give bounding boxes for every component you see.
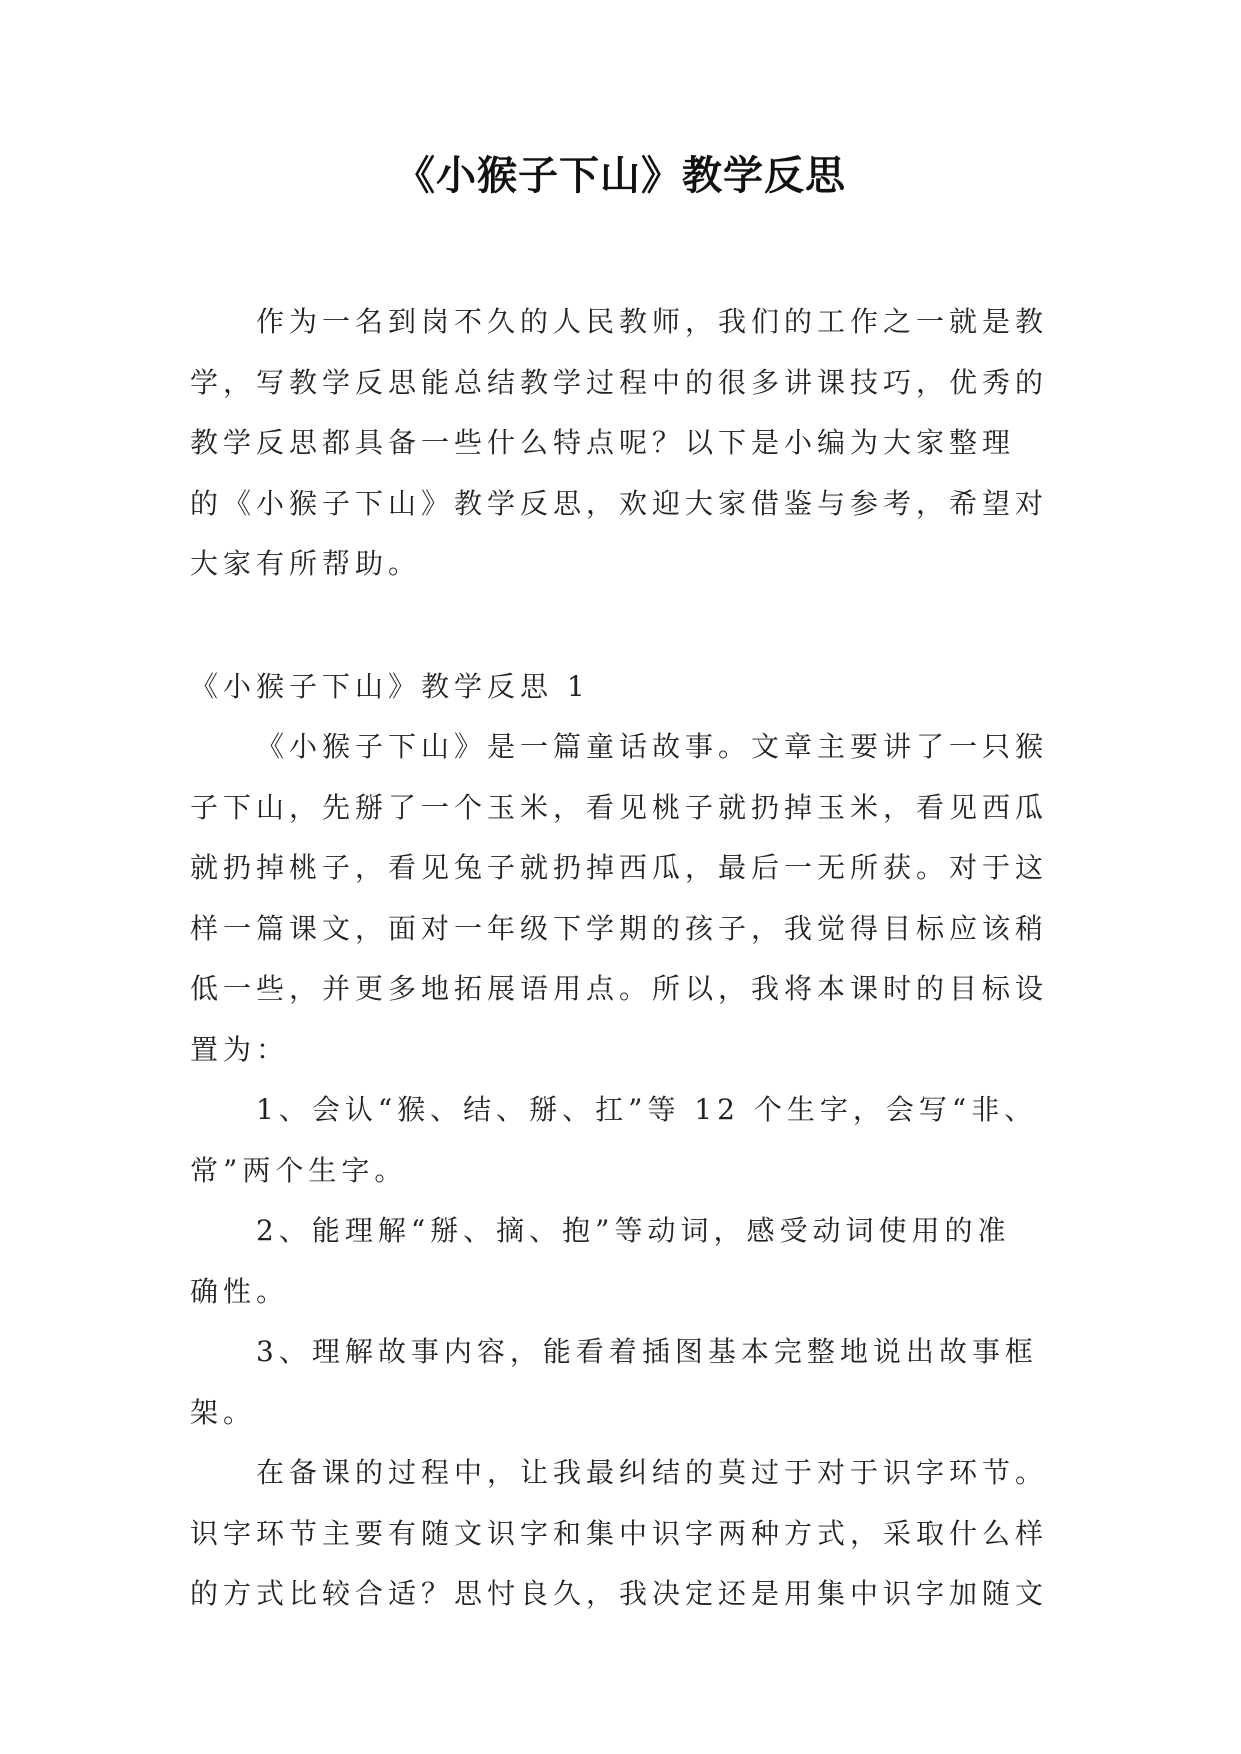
intro-line: 作为一名到岗不久的人民教师，我们的工作之一就是教 — [256, 305, 1049, 338]
intro-line: 的《小猴子下山》教学反思，欢迎大家借鉴与参考，希望对 — [190, 486, 1049, 520]
intro-line: 学，写教学反思能总结教学过程中的很多讲课技巧，优秀的 — [190, 365, 1049, 399]
paragraph-line: 的方式比较合适？思忖良久，我决定还是用集中识字加随文 — [190, 1577, 1049, 1610]
goal-item-1-cont: 常”两个生字。 — [190, 1153, 408, 1187]
paragraph-line: 样一篇课文，面对一年级下学期的孩子，我觉得目标应该稍 — [190, 911, 1049, 945]
paragraph-line: 子下山，先掰了一个玉米，看见桃子就扔掉玉米，看见西瓜 — [190, 790, 1049, 824]
intro-line: 大家有所帮助。 — [190, 547, 422, 580]
goal-item-2-cont: 确性。 — [190, 1274, 290, 1308]
document-body — [190, 292, 1050, 1625]
paragraph-line: 低一些，并更多地拓展语用点。所以，我将本课时的目标设 — [190, 972, 1049, 1005]
paragraph-line: 识字环节主要有随文识字和集中识字两种方式，采取什么样 — [190, 1516, 1049, 1550]
goal-item-1: 1、会认“猴、结、掰、扛”等 12 个生字，会写“非、 — [256, 1093, 1038, 1126]
goal-item-3: 3、理解故事内容，能看着插图基本完整地说出故事框 — [256, 1335, 1038, 1368]
section-heading: 《小猴子下山》教学反思 1 — [190, 669, 590, 703]
page-title: 《小猴子下山》教学反思 — [395, 153, 846, 199]
paragraph-line: 《小猴子下山》是一篇童话故事。文章主要讲了一只猴 — [256, 730, 1049, 763]
paragraph-line: 就扔掉桃子，看见兔子就扔掉西瓜，最后一无所获。对于这 — [190, 851, 1049, 884]
goal-item-3-cont: 架。 — [190, 1395, 257, 1429]
goal-item-2: 2、能理解“掰、摘、抱”等动词，感受动词使用的准 — [256, 1214, 1011, 1247]
paragraph-line: 置为： — [190, 1032, 290, 1066]
intro-line: 教学反思都具备一些什么特点呢？以下是小编为大家整理 — [190, 426, 1016, 459]
paragraph-line: 在备课的过程中，让我最纠结的莫过于对于识字环节。 — [256, 1456, 1049, 1489]
paragraph-gap — [190, 595, 1050, 657]
